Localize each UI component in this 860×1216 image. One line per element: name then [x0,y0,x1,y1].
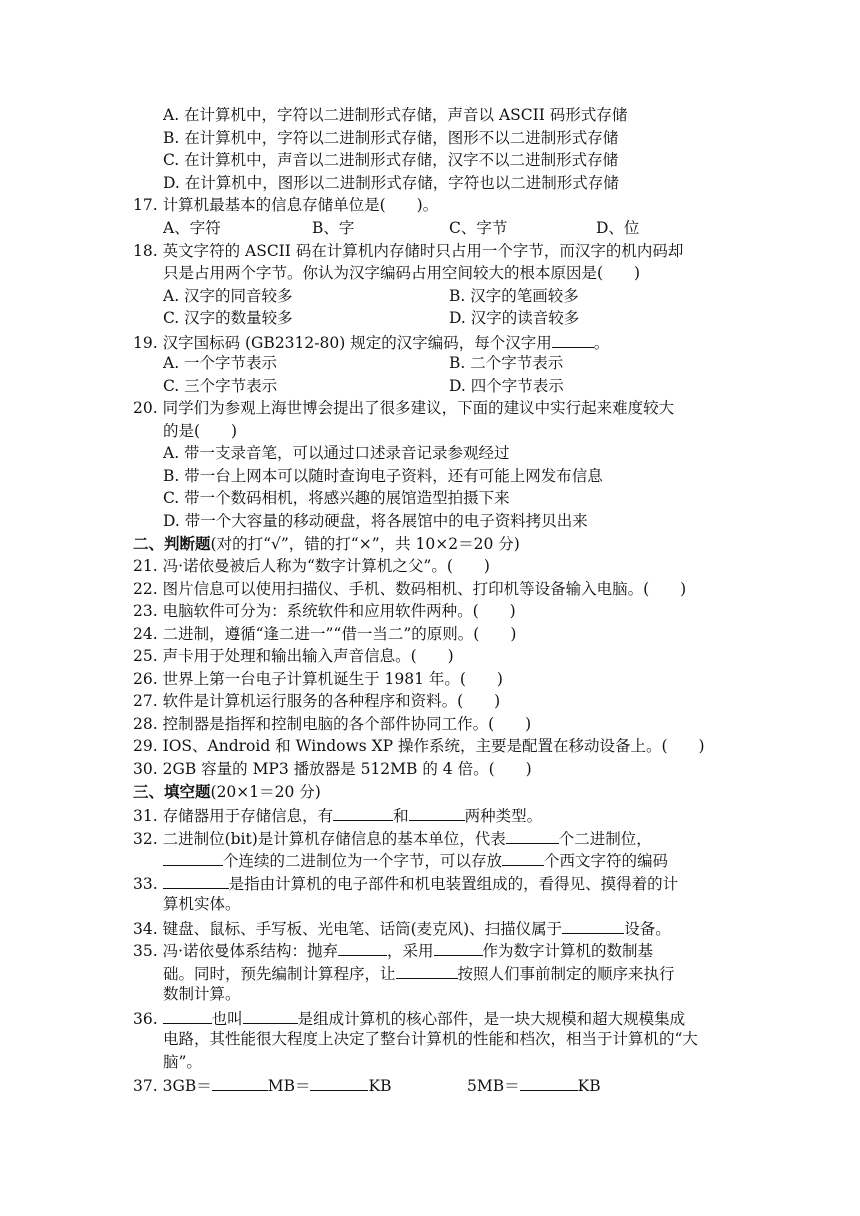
fill-37-blank-2[interactable] [310,1073,368,1091]
fill-32-text-3: 个连续的二进制位为一个字节，可以存放 [223,852,503,870]
fill-32-blank-1[interactable] [506,826,559,844]
q18-option-c: C. 汉字的数量较多 [163,309,293,327]
fill-item-35-line1 [133,938,653,963]
fill-32-blank-2[interactable] [163,848,223,866]
judge-item-22: 22. 图片信息可以使用扫描仪、手机、数码相机、打印机等设备输入电脑。( ) [133,580,687,598]
fill-32-text-1: 32. 二进制位(bit)是计算机存储信息的基本单位，代表 [133,830,506,848]
fill-35-text-3: 作为数字计算机的数制基 [482,942,654,960]
fill-34-text-1: 34. 键盘、鼠标、手写板、光电笔、话筒(麦克风)、扫描仪属于 [133,920,563,938]
fill-31-text-3: 两种类型。 [464,807,543,825]
fill-item-32-line2 [163,848,668,873]
fill-35-text-4: 础。同时，预先编制计算程序，让 [163,965,396,983]
fill-item-34 [133,916,671,941]
judge-item-30: 30. 2GB 容量的 MP3 播放器是 512MB 的 4 倍。( ) [133,760,532,778]
q18-stem-line1: 18. 英文字符的 ASCII 码在计算机内存储时只占用一个字节，而汉字的机内码却 [133,242,684,260]
fill-item-35-line3: 数制计算。 [163,985,241,1003]
fill-35-text-2: ，采用 [387,942,434,960]
fill-37-text-2: MB＝ [267,1077,311,1095]
judge-item-27: 27. 软件是计算机运行服务的各种程序和资料。( ) [133,692,501,710]
q20-stem-line2: 的是( ) [163,422,238,440]
fill-34-text-2: 设备。 [624,920,671,938]
fill-item-33-line2: 算机实体。 [163,895,241,913]
fill-32-text-2: 个二进制位， [558,830,652,848]
q16-option-a: A. 在计算机中，字符以二进制形式存储，声音以 ASCII 码形式存储 [163,106,628,124]
judge-item-25: 25. 声卡用于处理和输出输入声音信息。( ) [133,647,454,665]
q20-option-d: D. 带一个大容量的移动硬盘，将各展馆中的电子资料拷贝出来 [163,512,588,530]
judge-item-24: 24. 二进制，遵循“逢二进一”“借一当二”的原则。( ) [133,625,517,643]
fill-item-37-part2 [467,1073,601,1098]
section-fill-title: 三、填空题 [133,782,211,801]
q18-option-a: A. 汉字的同音较多 [163,287,293,305]
q19-stem-end: 。 [593,334,610,352]
judge-item-28: 28. 控制器是指挥和控制电脑的各个部件协同工作。( ) [133,715,532,733]
fill-35-blank-3[interactable] [396,961,458,979]
fill-37-text-4: 5MB＝ [467,1077,520,1095]
fill-item-37 [133,1073,391,1098]
fill-35-text-5: 按照人们事前制定的顺序来执行 [457,965,675,983]
fill-31-text-1: 31. 存储器用于存储信息，有 [133,807,334,825]
fill-36-text-1: 也叫 [211,1010,243,1028]
fill-37-text-5: KB [577,1077,601,1095]
fill-31-blank-2[interactable] [409,803,465,821]
fill-item-36-line3: 脑”。 [163,1053,202,1071]
fill-36-text-2: 是组成计算机的核心部件，是一块大规模和超大规模集成 [297,1010,686,1028]
fill-36-blank-1[interactable] [163,1006,212,1024]
q18-stem-line2: 只是占用两个字节。你认为汉字编码占用空间较大的根本原因是( ) [163,264,641,282]
q20-stem-line1: 20. 同学们为参观上海世博会提出了很多建议，下面的建议中实行起来难度较大 [133,399,675,417]
fill-36-blank-2[interactable] [243,1006,298,1024]
q18-option-b: B. 汉字的笔画较多 [449,287,579,305]
fill-37-text-3: KB [368,1077,392,1095]
judge-item-21: 21. 冯·诺依曼被后人称为“数字计算机之父”。( ) [133,557,490,575]
fill-item-36-line1 [133,1006,685,1031]
section-judge-heading [133,533,520,556]
q18-option-d: D. 汉字的读音较多 [449,309,580,327]
q20-option-a: A. 带一支录音笔，可以通过口述录音记录参观经过 [163,444,510,462]
fill-31-text-2: 和 [393,807,409,825]
fill-33-blank-1[interactable] [163,871,229,889]
q17-option-c: C、字节 [449,219,508,237]
fill-item-35-line2 [163,961,675,986]
fill-item-33-line1 [133,871,678,896]
fill-item-36-line2: 电路，其性能很大程度上决定了整台计算机的性能和档次，相当于计算机的“大 [163,1030,698,1048]
q19-option-c: C. 三个字节表示 [163,377,278,395]
q17-option-d: D、位 [596,219,640,237]
fill-32-text-4: 个西文字符的编码 [544,852,669,870]
section-fill-heading [133,781,321,804]
fill-37-blank-1[interactable] [212,1073,268,1091]
q19-option-b: B. 二个字节表示 [449,354,564,372]
judge-item-23: 23. 电脑软件可分为：系统软件和应用软件两种。( ) [133,602,516,620]
fill-35-blank-2[interactable] [434,938,483,956]
q17-option-a: A、字符 [163,219,221,237]
fill-34-blank-1[interactable] [562,916,624,934]
q19-option-d: D. 四个字节表示 [449,377,564,395]
q16-option-c: C. 在计算机中，声音以二进制形式存储，汉字不以二进制形式存储 [163,151,619,169]
fill-37-blank-3[interactable] [520,1073,578,1091]
fill-36-number: 36. [133,1010,163,1028]
q19-stem-text: 19. 汉字国标码 (GB2312-80) 规定的汉字编码，每个汉字用 [133,334,552,352]
q20-option-b: B. 带一台上网本可以随时查询电子资料，还有可能上网发布信息 [163,467,603,485]
q20-option-c: C. 带一个数码相机，将感兴趣的展馆造型拍摄下来 [163,489,510,507]
section-judge-title: 二、判断题 [133,534,211,553]
fill-item-31 [133,803,542,828]
fill-35-blank-1[interactable] [338,938,387,956]
judge-item-26: 26. 世界上第一台电子计算机诞生于 1981 年。( ) [133,670,503,688]
q19-option-a: A. 一个字节表示 [163,354,278,372]
q19-blank[interactable] [552,330,594,348]
q16-option-d: D. 在计算机中，图形以二进制形式存储，字符也以二进制形式存储 [163,174,619,192]
fill-37-text-1: 37. 3GB＝ [133,1077,212,1095]
fill-32-blank-3[interactable] [502,848,544,866]
fill-31-blank-1[interactable] [333,803,393,821]
q17-option-b: B、字 [312,219,355,237]
q17-stem: 17. 计算机最基本的信息存储单位是( )。 [133,196,439,214]
q16-option-b: B. 在计算机中，字符以二进制形式存储，图形不以二进制形式存储 [163,129,619,147]
q19-stem [133,330,609,355]
fill-33-number: 33. [133,875,163,893]
fill-35-text-1: 35. 冯·诺依曼体系结构：抛弃 [133,942,339,960]
fill-33-text-1: 是指由计算机的电子部件和机电装置组成的，看得见、摸得着的计 [228,875,679,893]
fill-item-32-line1 [133,826,652,851]
judge-item-29: 29. IOS、Android 和 Windows XP 操作系统，主要是配置在移动设备上。( ) [133,737,705,755]
section-fill-note: (20×1＝20 分) [210,783,321,801]
section-judge-note: (对的打“√”，错的打“×”，共 10×2＝20 分) [210,535,520,553]
